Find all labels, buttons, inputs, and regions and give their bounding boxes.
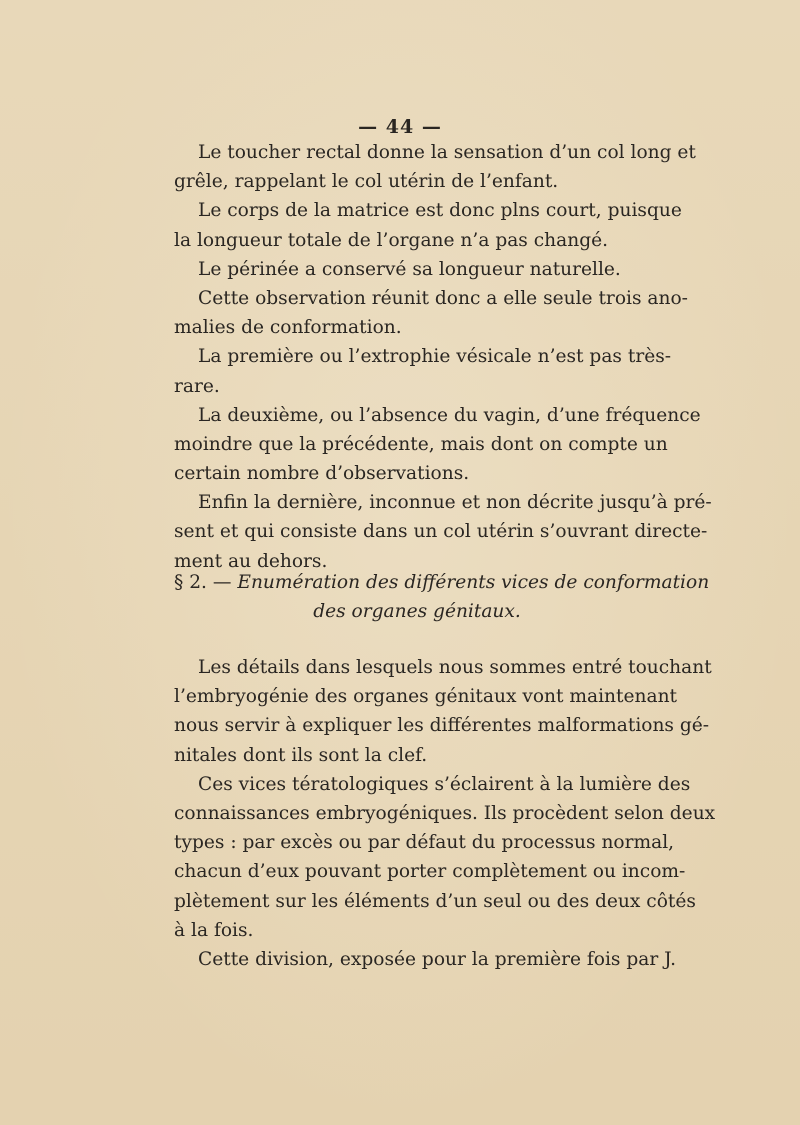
text-line: rare.	[174, 375, 220, 397]
text-line: Ces vices tératologiques s’éclairent à la lumière des	[198, 773, 691, 795]
text-line: grêle, rappelant le col utérin de l’enfant.	[174, 171, 559, 193]
text-line: plètement sur les éléments d’un seul ou des deux côtés	[174, 890, 696, 912]
text-line: nitales dont ils sont la clef.	[174, 744, 428, 766]
text-line: connaissances embryogéniques. Ils procèdent selon deux	[174, 802, 716, 824]
text-line: Cette observation réunit donc a elle seule trois ano-	[198, 287, 688, 309]
text-line: Enfin la dernière, inconnue et non décrite jusqu’à pré-	[198, 492, 712, 514]
section-number: § 2. —	[174, 572, 232, 593]
text-line: ment au dehors.	[174, 550, 328, 572]
paragraph-block-2	[174, 653, 716, 974]
section-heading-line-2: des organes génitaux.	[313, 601, 521, 622]
text-line: types : par excès ou par défaut du processus normal,	[174, 832, 675, 854]
text-line: Le corps de la matrice est donc plns court, puisque	[198, 200, 682, 222]
text-line: nous servir à expliquer les différentes malformations gé-	[174, 715, 710, 737]
page-number: — 44 —	[358, 116, 442, 138]
text-line: chacun d’eux pouvant porter complètement ou incom-	[174, 861, 686, 883]
text-line: moindre que la précédente, mais dont on compte un	[174, 433, 668, 455]
text-line: la longueur totale de l’organe n’a pas changé.	[174, 229, 609, 251]
section-title-part-1: Enumération des différents vices de conformation	[237, 572, 710, 593]
paragraph-block-1	[174, 138, 712, 576]
text-line: à la fois.	[174, 919, 254, 941]
text-line: Cette division, exposée pour la première fois par J.	[198, 948, 677, 970]
text-line: malies de conformation.	[174, 317, 402, 339]
text-line: La deuxième, ou l’absence du vagin, d’une fréquence	[198, 404, 701, 426]
text-line: La première ou l’extrophie vésicale n’est pas très-	[198, 346, 672, 368]
text-line: Le périnée a conservé sa longueur naturelle.	[198, 258, 621, 280]
text-line: Le toucher rectal donne la sensation d’un col long et	[198, 142, 696, 163]
text-line: sent et qui consiste dans un col utérin s’ouvrant directe-	[174, 521, 708, 543]
text-line: Les détails dans lesquels nous sommes entré touchant	[198, 657, 712, 678]
text-line: l’embryogénie des organes génitaux vont maintenant	[174, 686, 678, 708]
section-heading-line-1	[174, 568, 710, 597]
text-line: certain nombre d’observations.	[174, 463, 470, 485]
